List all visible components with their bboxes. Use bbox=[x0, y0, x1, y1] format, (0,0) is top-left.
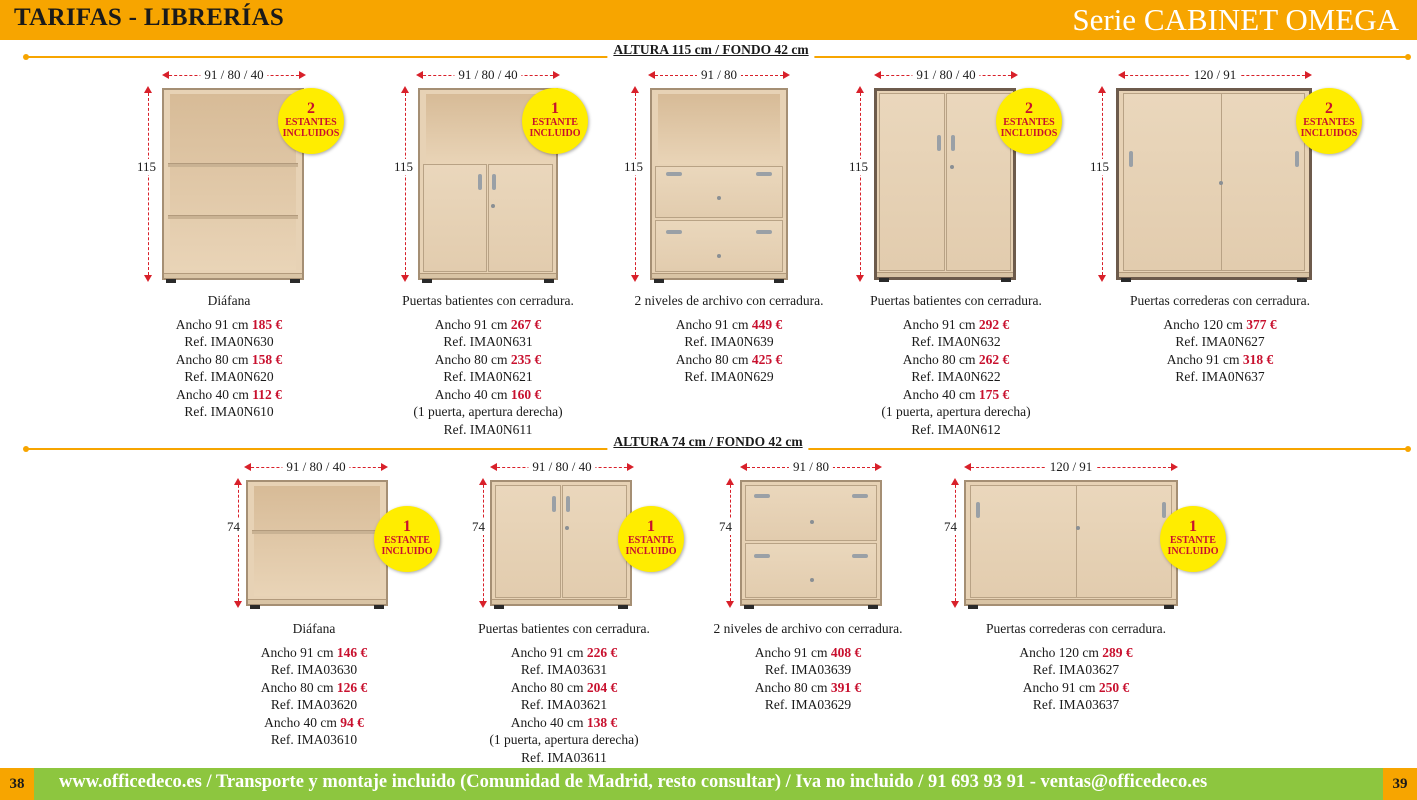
product-description: Puertas batientes con cerradura. bbox=[478, 621, 650, 636]
price: 377 € bbox=[1246, 316, 1277, 332]
price: 138 € bbox=[586, 714, 618, 730]
cabinet-image bbox=[740, 480, 882, 606]
height-dimension bbox=[143, 88, 155, 280]
shelves-badge: 2 ESTANTES INCLUIDOS bbox=[996, 88, 1062, 154]
shelves-badge: 1 ESTANTE INCLUIDO bbox=[618, 506, 684, 572]
width-label: 91 / 80 / 40 bbox=[528, 459, 595, 475]
height-label: 115 bbox=[849, 159, 869, 174]
height-label: 74 bbox=[944, 519, 957, 534]
price: 112 € bbox=[252, 386, 282, 402]
section-label-top: ALTURA 115 cm / FONDO 42 cm bbox=[607, 42, 814, 58]
page-number-left: 38 bbox=[0, 768, 34, 800]
width-dimension bbox=[650, 68, 788, 82]
width-dimension bbox=[1120, 68, 1310, 82]
height-dimension bbox=[855, 88, 867, 280]
product-description: Diáfana bbox=[292, 621, 336, 636]
width-label: 91 / 80 / 40 bbox=[200, 67, 267, 83]
width-dimension bbox=[966, 460, 1176, 474]
shelves-badge: 1 ESTANTE INCLUIDO bbox=[374, 506, 440, 572]
price: 126 € bbox=[336, 679, 368, 695]
cabinet-image bbox=[874, 88, 1016, 280]
height-dimension bbox=[233, 480, 245, 606]
width-label: 120 / 91 bbox=[1190, 67, 1241, 83]
cabinet-image bbox=[1116, 88, 1312, 280]
width-label: 91 / 80 / 40 bbox=[912, 67, 979, 83]
price: 318 € bbox=[1242, 351, 1274, 367]
width-label: 120 / 91 bbox=[1046, 459, 1097, 475]
product-description: Puertas batientes con cerradura. bbox=[402, 293, 574, 308]
price: 175 € bbox=[978, 386, 1010, 402]
product-info: 2 niveles de archivo con cerradura. Ancho 91 cm 408 € Ref. IMA03639 Ancho 80 cm 391 € Ref. IMA03629 bbox=[688, 620, 928, 714]
price: 158 € bbox=[251, 351, 283, 367]
page-header bbox=[0, 0, 1417, 40]
width-dimension bbox=[418, 68, 558, 82]
width-dimension bbox=[742, 460, 880, 474]
cabinet-image bbox=[650, 88, 788, 280]
price: 94 € bbox=[340, 714, 364, 730]
price: 204 € bbox=[586, 679, 618, 695]
page-number-right: 39 bbox=[1383, 768, 1417, 800]
product-description: Puertas correderas con cerradura. bbox=[986, 621, 1166, 636]
height-label: 74 bbox=[719, 519, 732, 534]
height-label: 115 bbox=[1090, 159, 1110, 174]
cabinet-image bbox=[964, 480, 1178, 606]
product-info: Puertas correderas con cerradura. Ancho 120 cm 377 € Ref. IMA0N627 Ancho 91 cm 318 € Ref. IMA0N637 bbox=[1110, 292, 1330, 386]
price: 449 € bbox=[751, 316, 783, 332]
product-info: Puertas correderas con cerradura. Ancho 120 cm 289 € Ref. IMA03627 Ancho 91 cm 250 € Ref. IMA03637 bbox=[966, 620, 1186, 714]
height-dimension bbox=[478, 480, 490, 606]
product-info: Puertas batientes con cerradura. Ancho 91 cm 226 € Ref. IMA03631 Ancho 80 cm 204 € Ref. IMA03621 Ancho 40 cm 138 € (1 puerta, apertura derecha) Ref. IMA03611 bbox=[454, 620, 674, 766]
price: 250 € bbox=[1098, 679, 1130, 695]
width-dimension bbox=[876, 68, 1016, 82]
product-info: Puertas batientes con cerradura. Ancho 91 cm 267 € Ref. IMA0N631 Ancho 80 cm 235 € Ref. IMA0N621 Ancho 40 cm 160 € (1 puerta, apertura derecha) Ref. IMA0N611 bbox=[378, 292, 598, 438]
price: 262 € bbox=[978, 351, 1010, 367]
product-description: Puertas correderas con cerradura. bbox=[1130, 293, 1310, 308]
product-description: Diáfana bbox=[207, 293, 251, 308]
shelves-badge: 2 ESTANTES INCLUIDOS bbox=[1296, 88, 1362, 154]
shelves-badge: 1 ESTANTE INCLUIDO bbox=[1160, 506, 1226, 572]
page-footer bbox=[0, 768, 1417, 800]
price: 289 € bbox=[1102, 644, 1133, 660]
cabinet-image bbox=[490, 480, 632, 606]
price: 391 € bbox=[830, 679, 862, 695]
section-label-bottom: ALTURA 74 cm / FONDO 42 cm bbox=[607, 434, 808, 450]
price: 226 € bbox=[586, 644, 618, 660]
height-dimension bbox=[400, 88, 412, 280]
price: 292 € bbox=[978, 316, 1010, 332]
width-label: 91 / 80 / 40 bbox=[282, 459, 349, 475]
product-info: Diáfana Ancho 91 cm 185 € Ref. IMA0N630 Ancho 80 cm 158 € Ref. IMA0N620 Ancho 40 cm 112 € Ref. IMA0N610 bbox=[129, 292, 329, 421]
shelves-badge: 1 ESTANTE INCLUIDO bbox=[522, 88, 588, 154]
product-info: Puertas batientes con cerradura. Ancho 91 cm 292 € Ref. IMA0N632 Ancho 80 cm 262 € Ref. IMA0N622 Ancho 40 cm 175 € (1 puerta, apertura derecha) Ref. IMA0N612 bbox=[846, 292, 1066, 438]
width-dimension bbox=[492, 460, 632, 474]
cabinet-image bbox=[246, 480, 388, 606]
price: 235 € bbox=[510, 351, 542, 367]
product-description: Puertas batientes con cerradura. bbox=[870, 293, 1042, 308]
height-label: 115 bbox=[137, 159, 157, 174]
footer-contact-text[interactable]: www.officedeco.es / Transporte y montaje incluido (Comunidad de Madrid, resto consultar) / Iva no incluido / 91 693 93 91 - ventas@officedeco.es bbox=[59, 772, 1208, 792]
product-description: 2 niveles de archivo con cerradura. bbox=[713, 621, 903, 636]
height-label: 115 bbox=[624, 159, 644, 174]
height-dimension bbox=[950, 480, 962, 606]
width-dimension bbox=[164, 68, 304, 82]
width-dimension bbox=[246, 460, 386, 474]
width-label: 91 / 80 bbox=[789, 459, 833, 475]
width-label: 91 / 80 bbox=[697, 67, 741, 83]
price: 185 € bbox=[251, 316, 283, 332]
height-dimension bbox=[1097, 88, 1109, 280]
price: 425 € bbox=[751, 351, 783, 367]
height-label: 74 bbox=[472, 519, 485, 534]
height-label: 115 bbox=[394, 159, 414, 174]
price: 267 € bbox=[510, 316, 542, 332]
price: 408 € bbox=[830, 644, 862, 660]
shelves-badge: 2 ESTANTES INCLUIDOS bbox=[278, 88, 344, 154]
width-label: 91 / 80 / 40 bbox=[454, 67, 521, 83]
height-dimension bbox=[725, 480, 737, 606]
price: 160 € bbox=[510, 386, 542, 402]
height-dimension bbox=[630, 88, 642, 280]
page-title: TARIFAS - LIBRERÍAS bbox=[14, 4, 285, 31]
product-description: 2 niveles de archivo con cerradura. bbox=[634, 293, 824, 308]
price: 146 € bbox=[336, 644, 368, 660]
product-info: Diáfana Ancho 91 cm 146 € Ref. IMA03630 Ancho 80 cm 126 € Ref. IMA03620 Ancho 40 cm 94 € Ref. IMA03610 bbox=[214, 620, 414, 749]
series-title: Serie CABINET OMEGA bbox=[1072, 2, 1399, 37]
product-info: 2 niveles de archivo con cerradura. Ancho 91 cm 449 € Ref. IMA0N639 Ancho 80 cm 425 € Ref. IMA0N629 bbox=[609, 292, 849, 386]
height-label: 74 bbox=[227, 519, 240, 534]
